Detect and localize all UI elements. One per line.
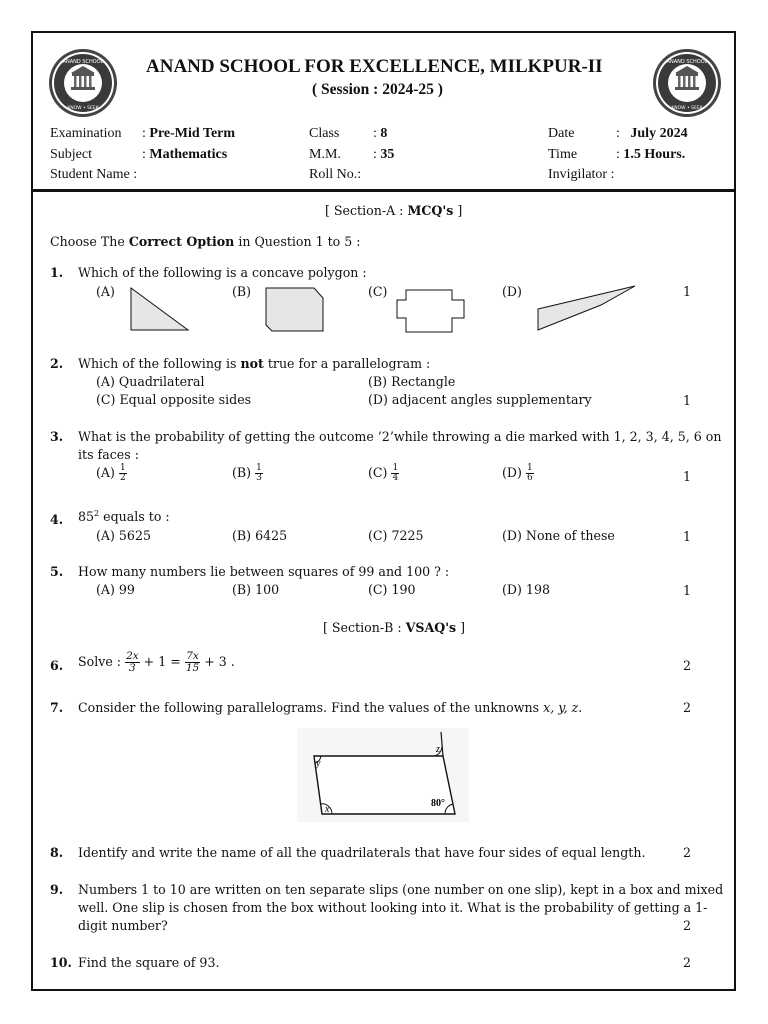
school-logo-left [47,47,119,119]
q9-marks: 2 [683,918,692,933]
q3-text-line2: its faces : [78,447,139,462]
q4-number: 4. [50,512,64,527]
q3-option-a: (A) $\frac{1}{2}$ [96,463,126,483]
section-b-title: [ Section-B : VSAQ's ] [323,620,466,635]
q1-triangle-shape [128,286,192,334]
fig-label-80: 80° [431,798,445,809]
school-name: ANAND SCHOOL FOR EXCELLENCE, MILKPUR-II [146,56,603,77]
student-name-label: Student Name : [50,167,138,182]
q4-text: $85^2$ equals to : [78,509,170,525]
q2-option-c: (C) Equal opposite sides [96,392,252,407]
q1-cross-shape [394,288,468,334]
q3-number: 3. [50,429,64,444]
q7-parallelogram-figure [297,728,469,822]
q3-marks: 1 [683,469,692,484]
q5-number: 5. [50,564,64,579]
invigilator-label: Invigilator : [548,167,615,182]
q1-option-b: (B) [232,284,252,299]
q9-number: 9. [50,882,64,897]
subject-label: Subject [50,147,92,162]
q10-text: Find the square of 93. [78,955,220,970]
q4-option-c: (C) 7225 [368,528,424,543]
q5-option-b: (B) 100 [232,582,280,597]
q10-marks: 2 [683,955,692,970]
q8-number: 8. [50,845,64,860]
q4-marks: 1 [683,529,692,544]
q9-text-line2: well. One slip is chosen from the box without looking into it. What is the probability of getting a 1- [78,900,708,915]
examination-value: : Pre-Mid Term [142,126,236,141]
q1-number: 1. [50,265,64,280]
q4-option-d: (D) None of these [502,528,615,543]
date-value: : July 2024 [616,126,688,141]
q6-equation: Solve : $\frac{2x}{3}$ + 1 = $\frac{7x}{15}$ + 3 . [78,650,235,674]
q1-hexagon-shape [262,286,328,336]
session: ( Session : 2024-25 ) [312,81,443,98]
q2-option-b: (B) Rectangle [368,374,456,389]
date-label: Date [548,126,575,141]
svg-text:KNOW • SEEK: KNOW • SEEK [67,106,99,111]
q9-text-line1: Numbers 1 to 10 are written on ten separate slips (one number on one slip), kept in a box and mixed [78,882,724,897]
fig-label-x: x [325,804,330,815]
q1-option-d: (D) [502,284,522,299]
class-label: Class [309,126,340,141]
q2-number: 2. [50,356,64,371]
svg-text:KNOW • SEEK: KNOW • SEEK [671,106,703,111]
q3-text-line1: What is the probability of getting the outcome ‘2’while throwing a die marked with 1, 2, 3, 4, 5, 6 on [78,429,722,444]
q3-option-c: (C) $\frac{1}{4}$ [368,463,399,483]
q7-number: 7. [50,700,64,715]
q7-marks: 2 [683,700,692,715]
fig-label-y: y [316,758,321,769]
q5-option-a: (A) 99 [96,582,135,597]
q2-option-a: (A) Quadrilateral [96,374,205,389]
examination-label: Examination [50,126,122,141]
q1-marks: 1 [683,284,692,299]
q1-option-a: (A) [96,284,115,299]
q3-option-d: (D) $\frac{1}{6}$ [502,463,533,483]
class-value: : 8 [373,126,388,141]
time-value: : 1.5 Hours. [616,147,686,162]
q2-option-d: (D) adjacent angles supplementary [368,392,592,407]
time-label: Time [548,147,578,162]
section-a-instruction: Choose The Correct Option in Question 1 to 5 : [50,234,361,249]
q6-number: 6. [50,658,64,673]
q8-marks: 2 [683,845,692,860]
roll-no-label: Roll No.: [309,167,362,182]
mm-label: M.M. [309,147,341,162]
q5-text: How many numbers lie between squares of 99 and 100 ? : [78,564,450,579]
q1-text: Which of the following is a concave polygon : [78,265,367,280]
q8-text: Identify and write the name of all the quadrilaterals that have four sides of equal length. [78,845,646,860]
fig-label-z: z [436,744,440,755]
q5-option-c: (C) 190 [368,582,416,597]
q1-parallelogram-shape [535,283,639,333]
svg-text:ANAND SCHOOL: ANAND SCHOOL [666,59,708,65]
mm-value: : 35 [373,147,395,162]
q3-option-b: (B) $\frac{1}{3}$ [232,463,262,483]
q4-option-a: (A) 5625 [96,528,151,543]
school-logo-right [651,47,723,119]
q2-text: Which of the following is not true for a parallelogram : [78,356,431,371]
q10-number: 10. [50,955,72,970]
q5-marks: 1 [683,583,692,598]
q6-marks: 2 [683,658,692,673]
q4-option-b: (B) 6425 [232,528,288,543]
q9-text-line3: digit number? [78,918,168,933]
q2-marks: 1 [683,393,692,408]
header-divider [31,189,736,192]
q1-option-c: (C) [368,284,388,299]
svg-text:ANAND SCHOOL: ANAND SCHOOL [62,59,104,65]
q7-text: Consider the following parallelograms. Find the values of the unknowns x, y, z. [78,700,583,715]
q5-option-d: (D) 198 [502,582,550,597]
subject-value: : Mathematics [142,147,228,162]
section-a-title: [ Section-A : MCQ's ] [325,203,463,218]
